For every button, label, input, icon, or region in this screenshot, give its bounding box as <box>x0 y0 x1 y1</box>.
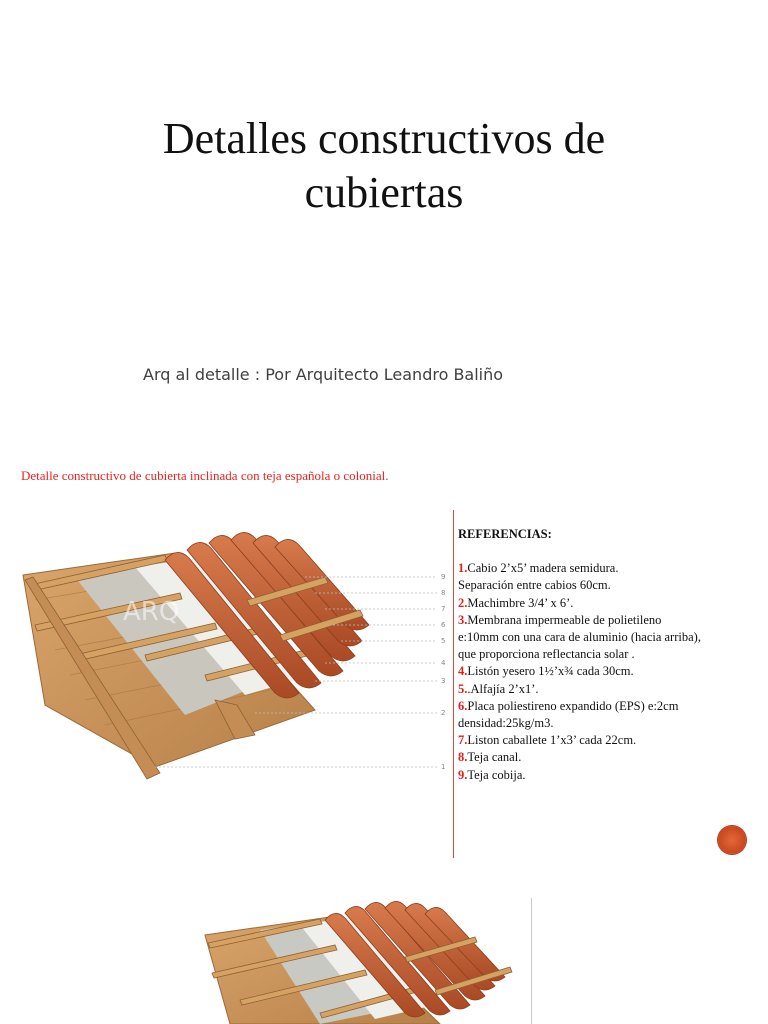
reference-item: 6.Placa poliestireno expandido (EPS) e:2cm <box>458 698 679 713</box>
watermark: ARQ <box>123 597 180 627</box>
reference-item: 9.Teja cobija. <box>458 767 526 782</box>
reference-item: 5..Alfajía 2’x1’. <box>458 681 539 696</box>
diagram-number: 4 <box>441 659 446 667</box>
reference-item-cont: que proporciona reflectancia solar . <box>458 647 635 662</box>
divider-line <box>453 510 454 858</box>
roof-detail-illustration <box>15 505 455 795</box>
divider-line-preview <box>531 898 532 1024</box>
title-line-1: Detalles constructivos de <box>162 114 606 163</box>
diagram-number: 7 <box>441 605 446 613</box>
reference-item: 7.Liston caballete 1’x3’ cada 22cm. <box>458 733 637 748</box>
diagram-number: 9 <box>441 573 446 581</box>
reference-item-cont: densidad:25kg/m3. <box>458 716 554 731</box>
reference-item: 2.Machimbre 3/4’ x 6’. <box>458 595 574 610</box>
references-list <box>458 526 758 784</box>
roof-detail-illustration-preview <box>200 895 530 1024</box>
reference-item-cont: Separación entre cabios 60cm. <box>458 578 611 593</box>
decorative-circle <box>718 826 746 854</box>
slide-subtitle: Arq al detalle : Por Arquitecto Leandro Baliño <box>143 365 504 384</box>
diagram-number: 2 <box>441 709 446 717</box>
slide-title <box>0 112 768 220</box>
reference-item: 3.Membrana impermeable de polietileno <box>458 612 662 627</box>
reference-item: 8.Teja canal. <box>458 750 522 765</box>
reference-item-cont: e:10mm con una cara de aluminio (hacia arriba), <box>458 630 701 645</box>
references-heading: REFERENCIAS: <box>458 527 552 541</box>
diagram-number: 3 <box>441 677 446 685</box>
diagram-number: 5 <box>441 637 446 645</box>
diagram-number: 1 <box>441 763 446 771</box>
diagram-number: 8 <box>441 589 446 597</box>
slide-caption: Detalle constructivo de cubierta inclinada con teja española o colonial. <box>21 468 389 483</box>
title-line-2: cubiertas <box>304 168 464 217</box>
reference-item: 4.Listón yesero 1½’x¾ cada 30cm. <box>458 664 634 679</box>
diagram-number: 6 <box>441 621 446 629</box>
reference-item: 1.Cabio 2’x5’ madera semidura. <box>458 561 619 576</box>
